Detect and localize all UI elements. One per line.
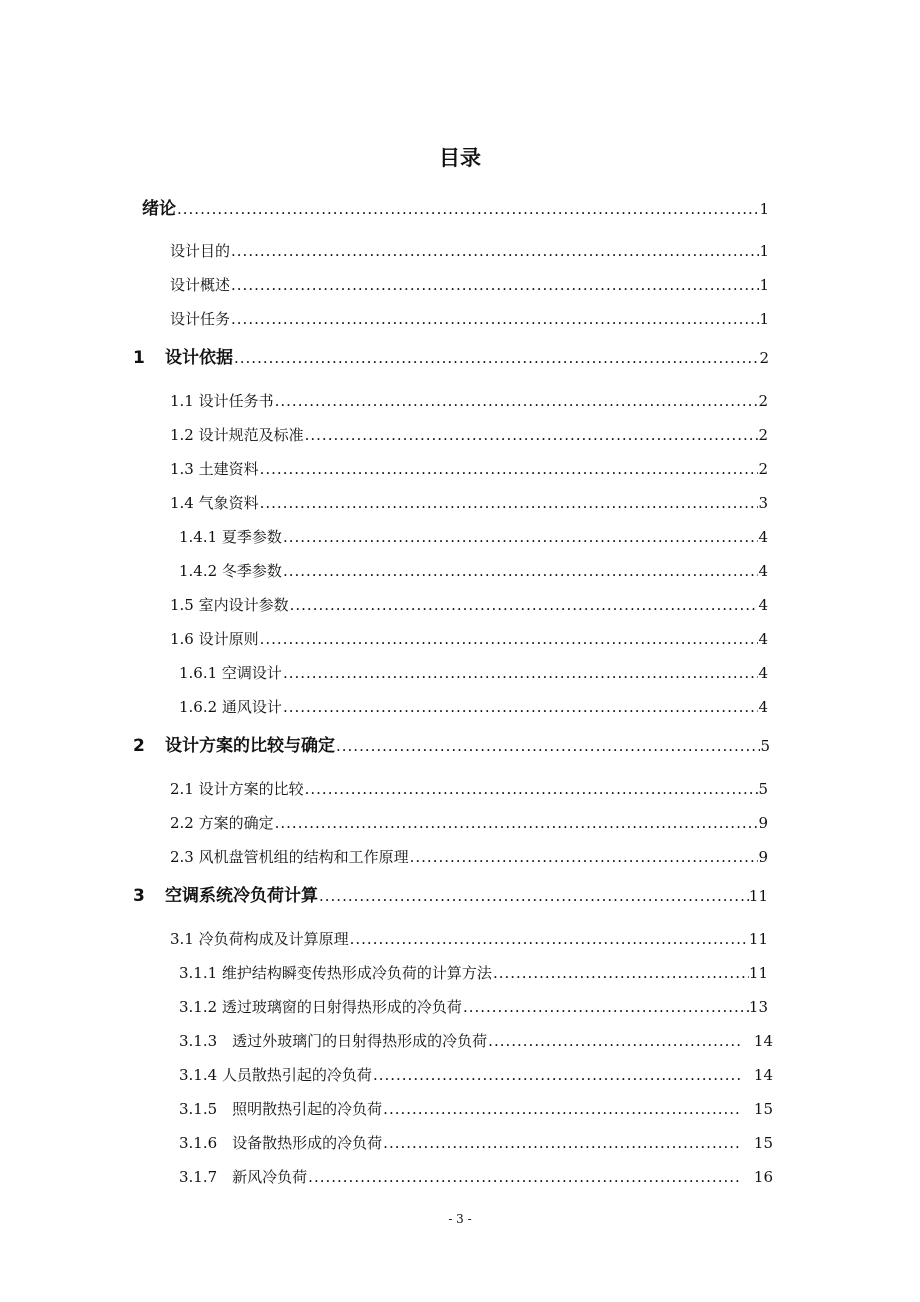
toc-dot-leader (275, 392, 759, 410)
toc-entry-title: 设计概述 (170, 276, 231, 294)
toc-entry-title: 绪论 (142, 199, 176, 219)
toc-entry-title: 1.1 设计任务书 (170, 392, 274, 410)
toc-page-number: 14 (753, 1066, 773, 1084)
toc-entry-title: 1.4.1 夏季参数 (179, 528, 282, 546)
toc-dot-leader (319, 887, 749, 905)
toc-entry[interactable] (170, 492, 768, 513)
toc-page-number: 4 (758, 630, 768, 648)
toc-entry-title: 2.3 风机盘管机组的结构和工作原理 (170, 848, 409, 866)
toc-dot-leader (275, 814, 759, 832)
toc-entry-title: 1.4.2 冬季参数 (179, 562, 282, 580)
toc-entry-title: 1.3 土建资料 (170, 460, 259, 478)
toc-entry-title: 1.4 气象资料 (170, 494, 259, 512)
toc-page-number: 1 (759, 242, 769, 260)
toc-entry-title: 1.6.2 通风设计 (179, 698, 282, 716)
toc-entry-title: 设计依据 (165, 348, 233, 368)
toc-entry[interactable] (179, 1132, 773, 1153)
toc-entry-title: 3.1 冷负荷构成及计算原理 (170, 930, 349, 948)
toc-title: 目录 (439, 146, 481, 170)
toc-entry[interactable] (142, 194, 769, 219)
toc-entry[interactable] (179, 996, 768, 1017)
toc-entry[interactable] (179, 696, 768, 717)
toc-entry-title: 2.1 设计方案的比较 (170, 780, 304, 798)
toc-dot-leader (308, 1168, 740, 1186)
toc-entry[interactable] (179, 526, 768, 547)
toc-entry[interactable] (133, 881, 768, 906)
toc-page-number: 2 (758, 392, 768, 410)
toc-page-number: 9 (758, 814, 768, 832)
toc-page-number: 13 (748, 998, 768, 1016)
toc-dot-leader (336, 737, 760, 755)
toc-page-number: 1 (759, 200, 769, 218)
toc-entry-title: 设计方案的比较与确定 (165, 736, 335, 756)
toc-page-number: 2 (758, 426, 768, 444)
toc-entry[interactable] (170, 812, 768, 833)
toc-entry-title: 设计目的 (170, 242, 231, 260)
toc-chapter-number: 2 (133, 736, 145, 756)
toc-page-number: 3 (758, 494, 768, 512)
toc-entry-title: 2.2 方案的确定 (170, 814, 274, 832)
toc-entry-title: 1.6 设计原则 (170, 630, 259, 648)
toc-page-number: 4 (758, 562, 768, 580)
toc-dot-leader (410, 848, 759, 866)
toc-entry-title: 设计任务 (170, 310, 231, 328)
toc-page-number: 4 (758, 596, 768, 614)
toc-entry-title: 3.1.6 设备散热形成的冷负荷 (179, 1134, 383, 1152)
toc-page-number: 11 (748, 887, 768, 905)
toc-page-number: 4 (758, 664, 768, 682)
toc-dot-leader (493, 964, 749, 982)
toc-dot-leader (231, 276, 759, 294)
toc-entry[interactable] (133, 731, 770, 756)
toc-page-number: 15 (753, 1100, 773, 1118)
toc-dot-leader (283, 664, 759, 682)
toc-entry[interactable] (170, 928, 768, 949)
toc-entry[interactable] (170, 458, 768, 479)
toc-entry-title: 3.1.7 新风冷负荷 (179, 1168, 308, 1186)
toc-entry-title: 3.1.2 透过玻璃窗的日射得热形成的冷负荷 (179, 998, 462, 1016)
toc-dot-leader (231, 310, 759, 328)
toc-chapter-number: 3 (133, 886, 145, 906)
toc-page-number: 11 (748, 930, 768, 948)
toc-entry-title: 3.1.1 维护结构瞬变传热形成冷负荷的计算方法 (179, 964, 492, 982)
toc-dot-leader (283, 528, 759, 546)
toc-entry[interactable] (179, 1030, 773, 1051)
toc-entry[interactable] (179, 560, 768, 581)
page-number: - 3 - (448, 1212, 472, 1226)
toc-page-number: 4 (758, 528, 768, 546)
toc-dot-leader (305, 426, 759, 444)
toc-entry-title: 1.5 室内设计参数 (170, 596, 289, 614)
toc-entry[interactable] (179, 962, 768, 983)
toc-page-number: 15 (753, 1134, 773, 1152)
toc-entry[interactable] (179, 662, 768, 683)
toc-dot-leader (463, 998, 749, 1016)
toc-page-number: 4 (758, 698, 768, 716)
toc-entry-title: 1.2 设计规范及标准 (170, 426, 304, 444)
toc-dot-leader (260, 460, 759, 478)
toc-entry-title: 空调系统冷负荷计算 (165, 886, 318, 906)
toc-entry-title: 3.1.4 人员散热引起的冷负荷 (179, 1066, 372, 1084)
toc-dot-leader (260, 494, 759, 512)
toc-page-number: 1 (759, 276, 769, 294)
toc-entry[interactable] (170, 594, 768, 615)
toc-entry[interactable] (133, 343, 769, 368)
toc-dot-leader (383, 1100, 740, 1118)
toc-page-number: 16 (753, 1168, 773, 1186)
toc-dot-leader (234, 349, 759, 367)
toc-dot-leader (383, 1134, 740, 1152)
toc-dot-leader (260, 630, 759, 648)
toc-entry[interactable] (170, 424, 768, 445)
toc-page-number: 14 (753, 1032, 773, 1050)
toc-dot-leader (231, 242, 759, 260)
toc-dot-leader (373, 1066, 740, 1084)
toc-entry[interactable] (170, 240, 769, 261)
toc-chapter-number: 1 (133, 348, 145, 368)
toc-dot-leader (350, 930, 749, 948)
toc-dot-leader (305, 780, 759, 798)
toc-entry-title: 1.6.1 空调设计 (179, 664, 282, 682)
toc-dot-leader (177, 200, 759, 218)
toc-entry[interactable] (179, 1098, 773, 1119)
toc-entry[interactable] (170, 778, 768, 799)
toc-entry[interactable] (170, 628, 768, 649)
toc-page-number: 5 (760, 737, 770, 755)
toc-entry-title: 3.1.3 透过外玻璃门的日射得热形成的冷负荷 (179, 1032, 488, 1050)
toc-page-number: 2 (758, 460, 768, 478)
toc-entry[interactable] (170, 274, 769, 295)
toc-dot-leader (290, 596, 759, 614)
toc-dot-leader (283, 698, 759, 716)
toc-page-number: 11 (748, 964, 768, 982)
toc-entry[interactable] (170, 390, 768, 411)
toc-page-number: 9 (758, 848, 768, 866)
toc-dot-leader (488, 1032, 740, 1050)
toc-dot-leader (283, 562, 759, 580)
toc-entry[interactable] (179, 1064, 773, 1085)
toc-entry-title: 3.1.5 照明散热引起的冷负荷 (179, 1100, 383, 1118)
toc-page-number: 2 (759, 349, 769, 367)
toc-entry[interactable] (179, 1166, 773, 1187)
toc-page-number: 1 (759, 310, 769, 328)
toc-page-number: 5 (758, 780, 768, 798)
toc-entry[interactable] (170, 846, 768, 867)
toc-entry[interactable] (170, 308, 769, 329)
